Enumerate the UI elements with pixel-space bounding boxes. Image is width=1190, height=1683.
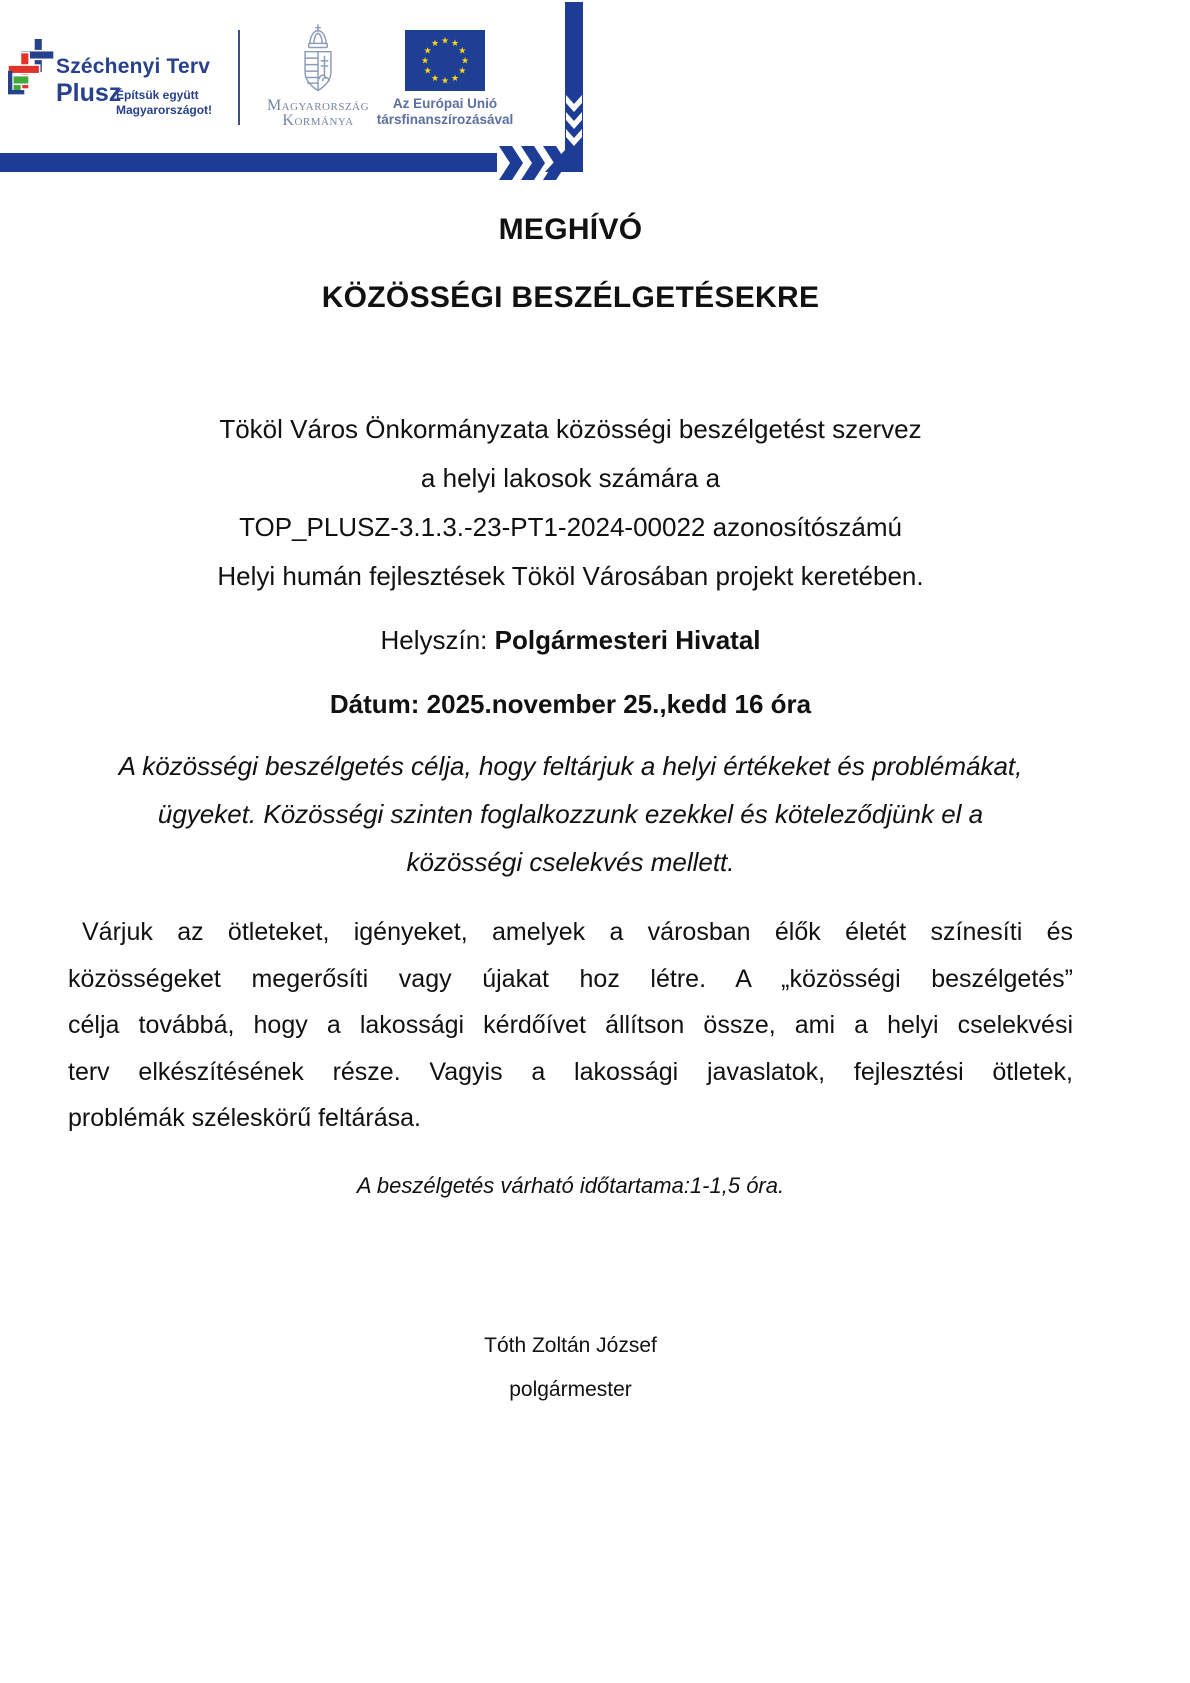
svg-text:★: ★ [458, 46, 467, 57]
government-caption: Magyarország Kormánya [266, 97, 370, 129]
szechenyi-logo-tagline: Építsük együtt Magyarországot! [116, 88, 213, 117]
funding-logos-header [0, 0, 620, 185]
svg-text:★: ★ [423, 66, 432, 77]
intro-line: TOP_PLUSZ-3.1.3.-23-PT1-2024-00022 azonosítószámú [239, 512, 902, 542]
purpose-paragraph [68, 742, 1073, 886]
details-line: problémák széleskörű feltárása. [68, 1104, 421, 1132]
svg-text:★: ★ [440, 36, 450, 47]
svg-text:★: ★ [430, 73, 440, 84]
purpose-line: közösségi cselekvés mellett. [406, 847, 735, 877]
signature-block [68, 1324, 1073, 1412]
eu-flag-icon [405, 30, 485, 91]
duration-note: A beszélgetés várható időtartama:1-1,5 óra. [356, 1173, 785, 1198]
svg-text:★: ★ [420, 56, 430, 67]
details-line: közösségeket megerősíti vagy újakat hoz létre. A „közösségi beszélgetés” [68, 964, 1073, 993]
purpose-line: ügyeket. Közösségi szinten foglalkozzunk ezekkel és köteleződjünk el a [157, 799, 984, 829]
szechenyi-logo-title2: Plusz [56, 79, 122, 107]
svg-text:★: ★ [450, 39, 460, 50]
svg-text:★: ★ [450, 73, 460, 84]
intro-line: Tököl Város Önkormányzata közösségi beszélgetést szervez [219, 414, 922, 444]
svg-text:★: ★ [458, 66, 467, 77]
eu-caption: Az Európai Unió társfinanszírozásával [376, 96, 514, 127]
szechenyi-cross-icon [8, 38, 56, 96]
details-line: célja továbbá, hogy a lakossági kérdőívet állítson össze, ami a helyi cselekvési [68, 1011, 1073, 1039]
location-label: Helyszín: [380, 625, 495, 655]
date-line: Dátum: 2025.november 25.,kedd 16 óra [329, 689, 812, 719]
signature-title: polgármester [509, 1378, 632, 1401]
svg-text:★: ★ [440, 76, 450, 87]
details-paragraph [68, 909, 1073, 1142]
document-subtitle: KÖZÖSSÉGI BESZÉLGETÉSEKRE [321, 281, 820, 314]
eu-cofunding-logo [365, 30, 525, 128]
location-value: Polgármesteri Hivatal [494, 625, 761, 655]
intro-paragraph [68, 405, 1073, 601]
purpose-line: A közösségi beszélgetés célja, hogy feltárjuk a helyi értékeket és problémákat, [118, 751, 1023, 781]
location-line [68, 625, 1073, 655]
szechenyi-terv-plusz-logo [8, 36, 238, 126]
hungary-coat-of-arms-icon [292, 24, 344, 96]
szechenyi-logo-title: Széchenyi Terv [56, 55, 211, 78]
document-title: MEGHÍVÓ [498, 213, 643, 246]
svg-text:★: ★ [460, 56, 470, 67]
svg-text:★: ★ [423, 46, 432, 57]
intro-line: a helyi lakosok számára a [420, 463, 721, 493]
intro-line: Helyi humán fejlesztések Tököl Városában projekt keretében. [217, 561, 924, 591]
details-line: Várjuk az ötleteket, igényeket, amelyek a városban élők életét színesíti és [82, 918, 1073, 946]
details-line: terv elkészítésének része. Vagyis a lakossági javaslatok, fejlesztési ötletek, [68, 1057, 1073, 1086]
svg-text:★: ★ [430, 39, 440, 50]
signature-name: Tóth Zoltán József [484, 1334, 657, 1357]
